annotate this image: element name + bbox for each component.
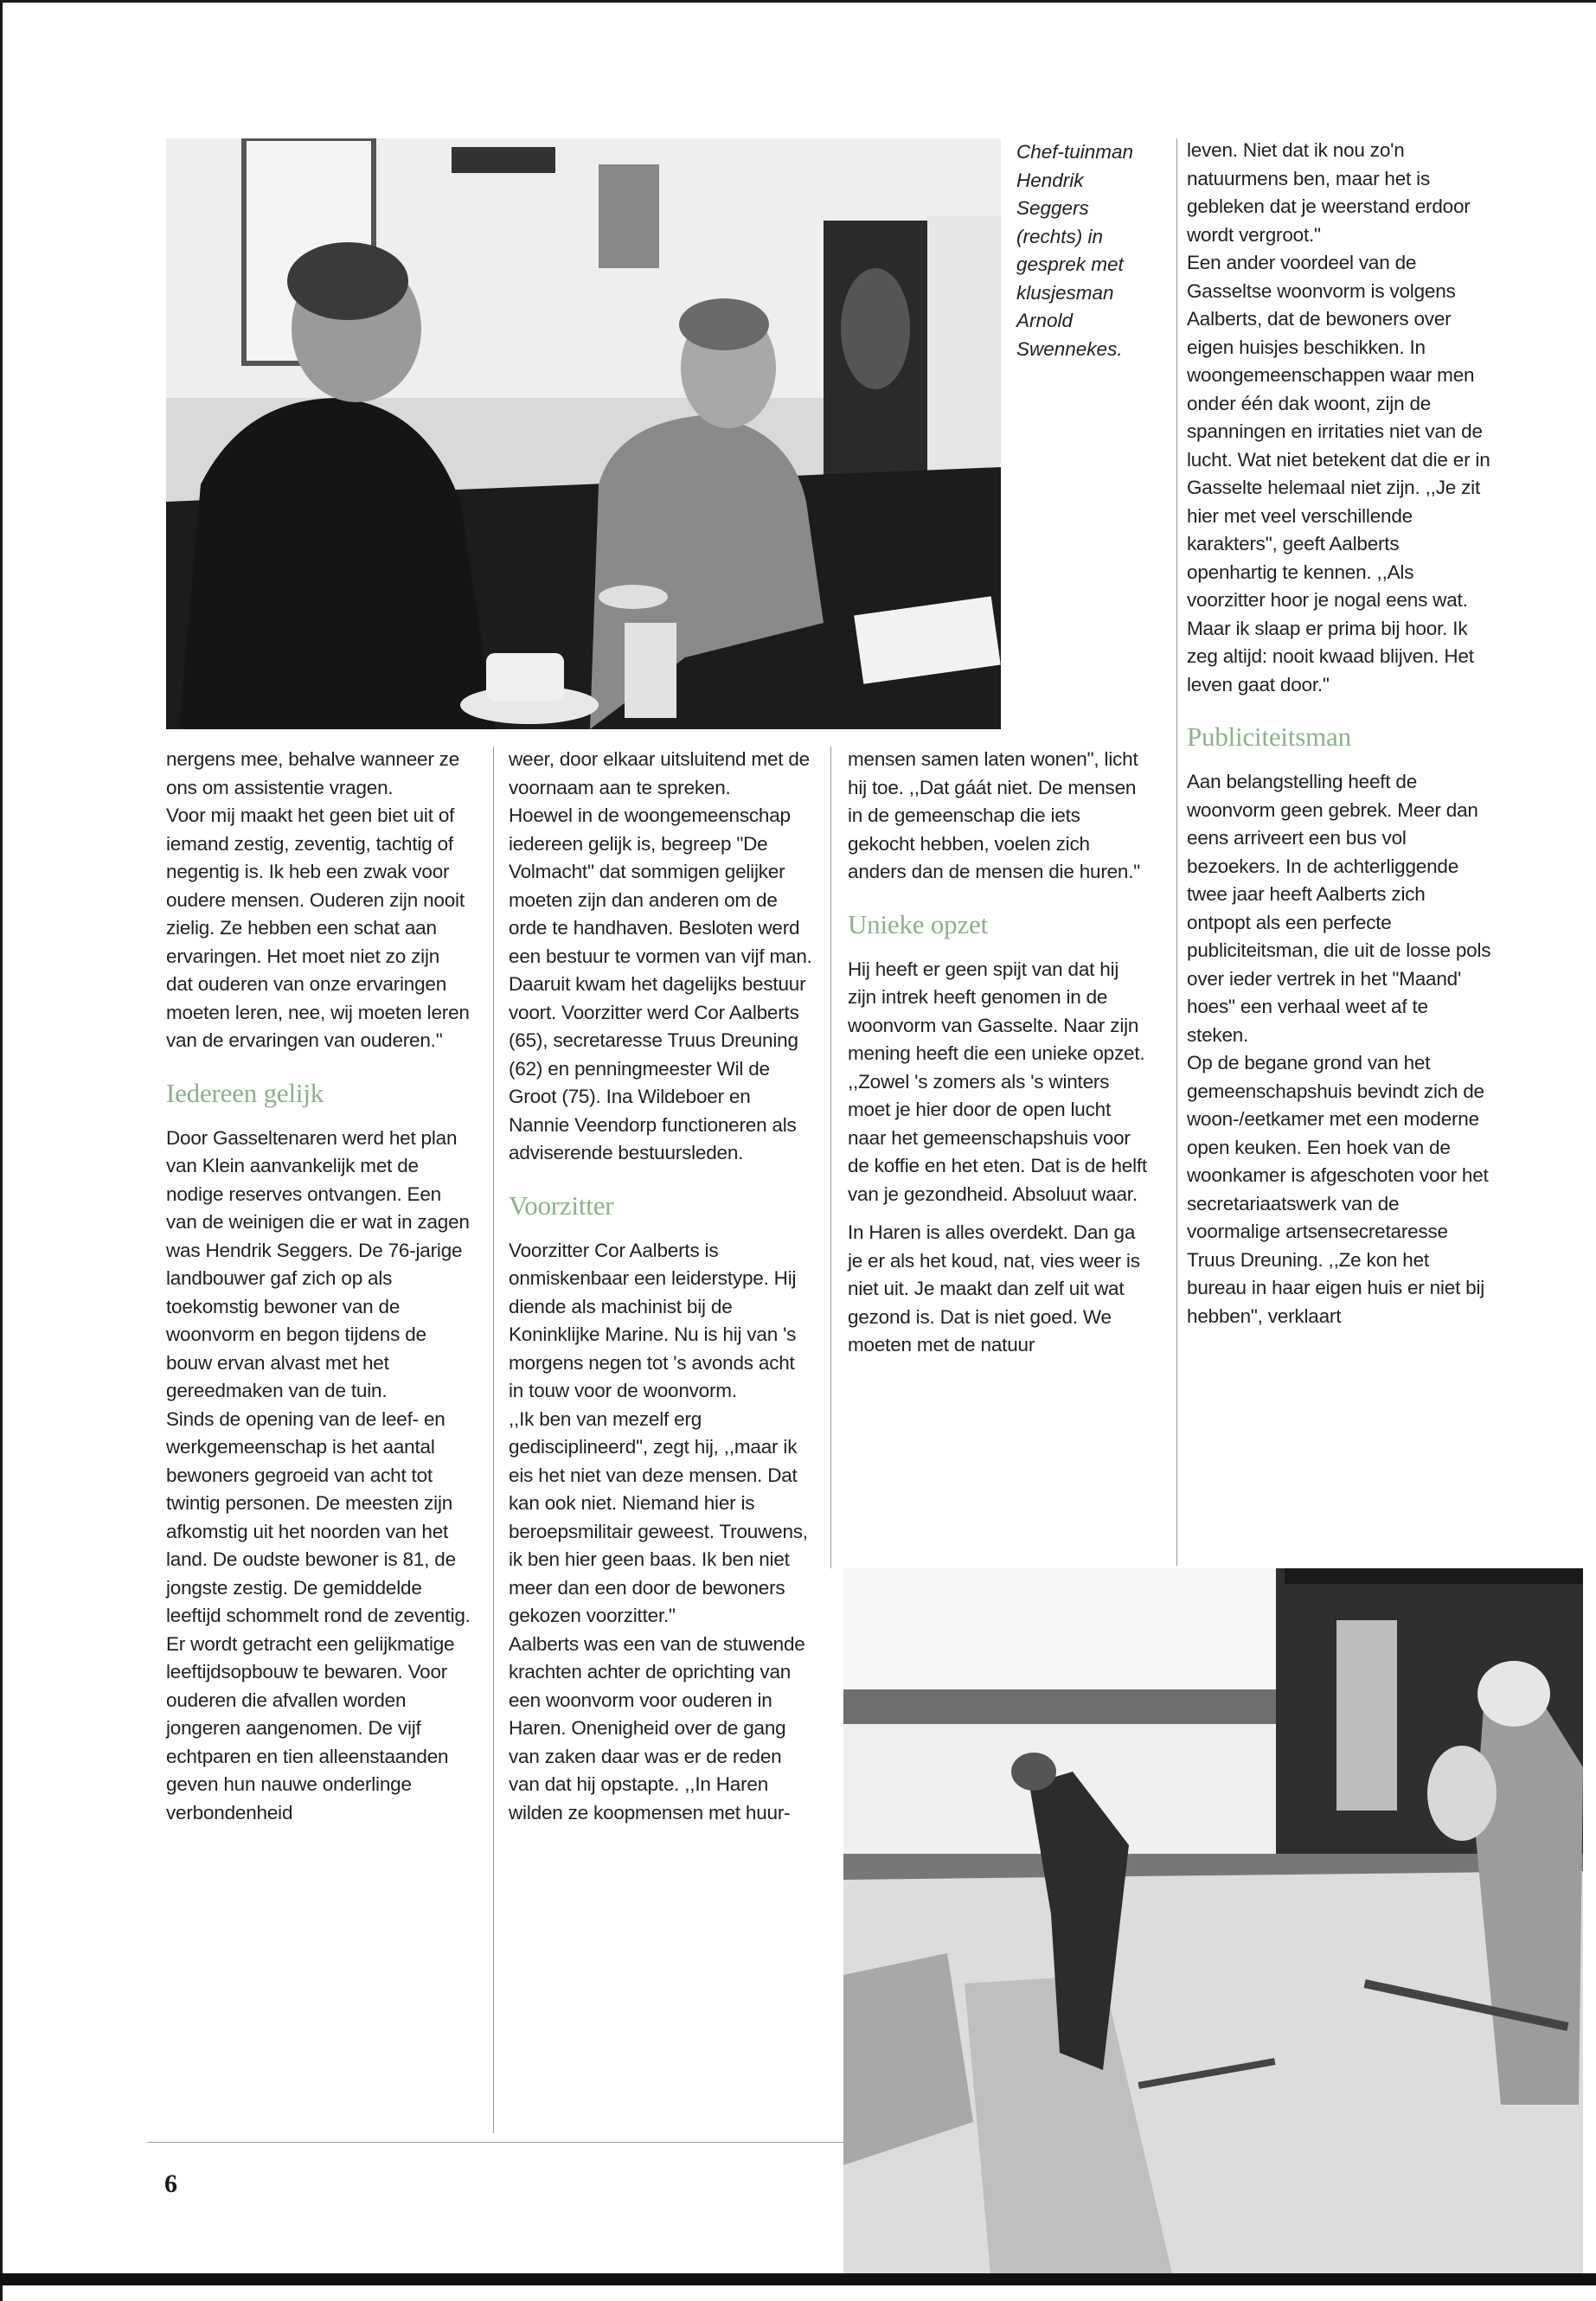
col1-paragraph: Sinds de opening van de leef- en werkgemeenschap is het aantal bewoners gegroeid van acht tot twintig personen. De meesten zijn afkomstig uit het noorden van het land. De oudste bewoner is 81, de jongste zestig. De gemiddelde leeftijd schommelt rond de zeventig. [166, 1407, 471, 1626]
photo-top-image [166, 138, 1001, 729]
column-1 [166, 746, 471, 1827]
col1-paragraph: nergens mee, behalve wanneer ze ons om assistentie vragen. [166, 748, 460, 798]
col4-heading: Publiciteitsman [1187, 721, 1351, 752]
col2-paragraph: Hoewel in de woongemeenschap iedereen gelijk is, begreep "De Volmacht" dat sommigen gelijker moeten zijn dan anderen om de orde te handhaven. Besloten werd een bestuur te vormen van vijf man. Daaruit kwam het dagelijks bestuur voort. Voorzitter werd Cor Aalberts (65), secretaresse Truus Dreuning (62) en penningmeester Wil de Groot (75). Ina Wildeboer en Nannie Veendorp functioneren als adviserende bestuursleden. [509, 804, 812, 1163]
col3-paragraph: In Haren is alles overdekt. Dan ga je er als het koud, nat, vies weer is niet uit. Je maakt dan zelf uit wat gezond is. Dat is niet goed. We moeten met de natuur [848, 1221, 1140, 1356]
column-3 [848, 746, 1152, 1360]
col2-paragraph: weer, door elkaar uitsluitend met de voornaam aan te spreken. [509, 748, 810, 798]
column-2 [509, 746, 813, 1827]
col1-paragraph: Er wordt getracht een gelijkmatige leeftijdsopbouw te bewaren. Voor ouderen die afvallen worden jongeren aangenomen. De vijf echtparen en tien alleenstaanden geven hun nauwe onderlinge verbondenheid [166, 1632, 455, 1823]
col3-heading: Unieke opzet [848, 908, 988, 939]
col4-paragraph: Een ander voordeel van de Gasseltse woonvorm is volgens Aalberts, dat de bewoners over eigen huisjes beschikken. In woongemeenschappen waar men onder één dak woont, zijn de spanningen en irritaties niet van de lucht. Wat niet betekent dat die er in Gasselte helemaal niet zijn. ,,Je zit hier met veel verschillende karakters", geeft Aalberts openhartig te kennen. ,,Als voorzitter hoor je nogal eens wat. Maar ik slaap er prima bij hoor. Ik zeg altijd: nooit kwaad blijven. Het leven gaat door." [1187, 252, 1490, 695]
col4-paragraph: Op de begane grond van het gemeenschapshuis bevindt zich de woon-/eetkamer met een moderne open keuken. Een hoek van de woonkamer is afgeschoten voor het secretariaatswerk van de voormalige artsensecretaresse Truus Dreuning. ,,Ze kon het bureau in haar eigen huis er niet bij hebben", verklaart [1187, 1052, 1489, 1327]
col3-paragraph: mensen samen laten wonen", licht hij toe. ,,Dat gáát niet. De mensen in de gemeenschap die iets gekocht hebben, voelen zich anders dan de mensen die huren." [848, 748, 1141, 882]
photo-top [166, 138, 1001, 729]
column-rule-2 [830, 747, 831, 1568]
photo-caption: Chef-tuinman Hendrik Seggers (rechts) in gesprek met klusjesman Arnold Swennekes. [1016, 141, 1134, 360]
column-4 [1187, 137, 1491, 1330]
col1-heading: Iedereen gelijk [166, 1077, 324, 1108]
bottom-bar [0, 2273, 1596, 2285]
column-rule-3 [1176, 138, 1177, 1566]
page-number: 6 [164, 2170, 177, 2198]
col2-paragraph: Voorzitter Cor Aalberts is onmiskenbaar een leiderstype. Hij diende als machinist bij de Koninklijke Marine. Nu is hij van 's morgens negen tot 's avonds acht in touw voor de woonvorm. [509, 1239, 797, 1401]
col1-paragraph: Door Gasseltenaren werd het plan van Klein aanvankelijk met de nodige reserves ontvangen. Een van de weinigen die er wat in zagen was Hendrik Seggers. De 76-jarige landbouwer gaf zich op als toekomstig bewoner van de woonvorm en begon tijdens de bouw ervan alvast met het gereedmaken van de tuin. [166, 1126, 470, 1401]
col2-paragraph: ,,Ik ben van mezelf erg gedisciplineerd", zegt hij, ,,maar ik eis het niet van deze mensen. Dat kan ook niet. Niemand hier is beroepsmilitair geweest. Trouwens, ik ben hier geen baas. Ik ben niet meer dan een door de bewoners gekozen voorzitter." [509, 1407, 808, 1626]
col2-heading: Voorzitter [509, 1189, 614, 1221]
col3-paragraph: Hij heeft er geen spijt van dat hij zijn intrek heeft genomen in de woonvorm van Gasselte. Naar zijn mening heeft die een unieke opzet. ,,Zowel 's zomers als 's winters moet je hier door de open lucht naar het gemeenschapshuis voor de koffie en het eten. Dat is de helft van je gezondheid. Absoluut waar. [848, 958, 1147, 1205]
col1-paragraph: Voor mij maakt het geen biet uit of iemand zestig, zeventig, tachtig of negentig is. Ik heb een zwak voor oudere mensen. Ouderen zijn nooit zielig. Ze hebben een schat aan ervaringen. Het moet niet zo zijn dat ouderen van onze ervaringen moeten leren, nee, wij moeten leren van de ervaringen van ouderen." [166, 804, 470, 1051]
photo-bottom-image [843, 1568, 1583, 2273]
col4-paragraph: leven. Niet dat ik nou zo'n natuurmens ben, maar het is gebleken dat je weerstand erdoor wordt vergroot." [1187, 139, 1471, 246]
photo-bottom [843, 1568, 1583, 2273]
col2-paragraph: Aalberts was een van de stuwende krachten achter de oprichting van een woonvorm voor ouderen in Haren. Onenigheid over de gang van zaken daar was er de reden van dat hij opstapte. ,,In Haren wilden ze koopmensen met huur- [509, 1632, 805, 1823]
column-rule-1 [493, 747, 494, 2133]
bottom-rule [147, 2142, 843, 2143]
col4-paragraph: Aan belangstelling heeft de woonvorm geen gebrek. Meer dan eens arriveert een bus vol bezoekers. In de achterliggende twee jaar heeft Aalberts zich ontpopt als een perfecte publiciteitsman, die uit de losse pols over ieder vertrek in het "Maand' hoes" een verhaal weet af te steken. [1187, 771, 1491, 1046]
